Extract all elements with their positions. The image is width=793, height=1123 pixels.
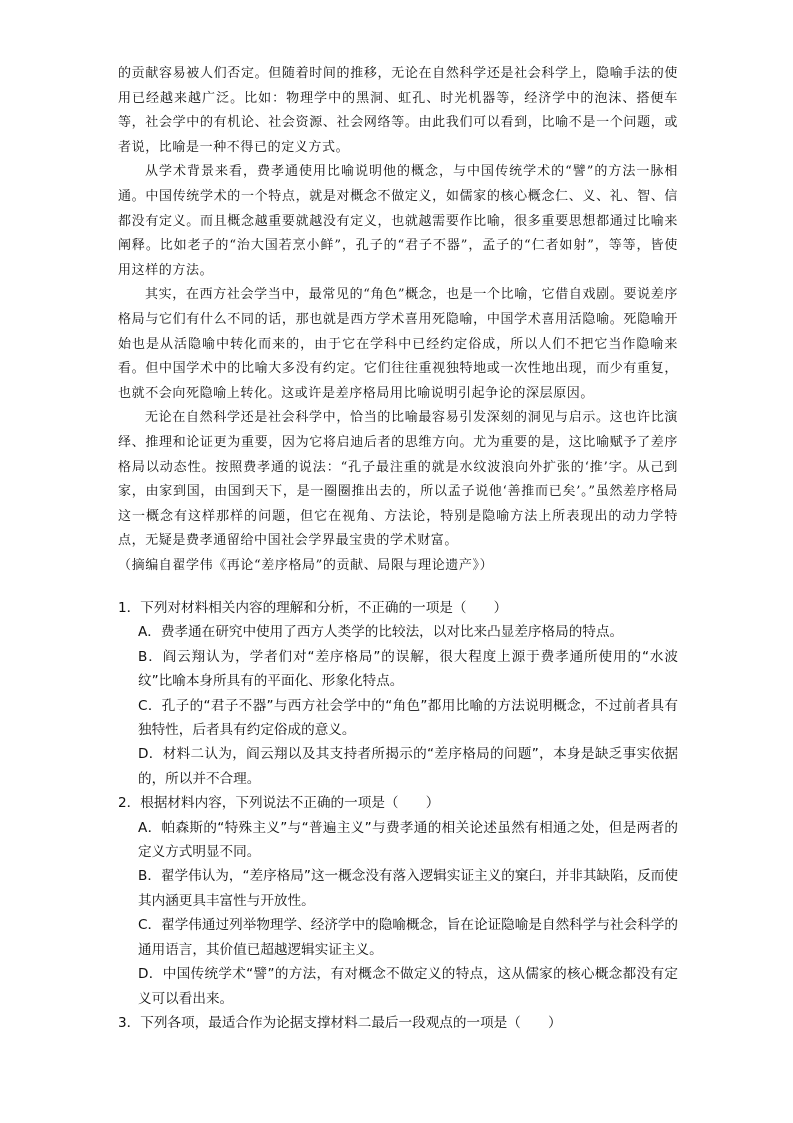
option-c: C．孔子的“君子不器”与西方社会学中的“角色”都用比喻的方法说明概念，不过前者具有独特性，后者具有约定俗成的意义。 bbox=[138, 697, 678, 739]
question-list bbox=[118, 596, 678, 1035]
passage-paragraph: 无论在自然科学还是社会科学中，恰当的比喻最容易引发深刻的洞见与启示。这也许比演绎、推理和论证更为重要，因为它将启迪后者的思维方向。尤为重要的是，这比喻赋予了差序格局以动态性。按照费孝通的说法：“孔子最注重的就是水纹波浪向外扩张的‘推’字。从己到家，由家到国，由国到天下，是一圈圈推出去的，所以孟子说他‘善推而已矣’。”虽然差序格局这一概念有这样那样的问题，但它在视角、方法论，特别是隐喻方法上所表现出的动力学特点，无疑是费孝通留给中国社会学界最宝贵的学术财富。 bbox=[118, 410, 678, 549]
question-stem: 2．根据材料内容，下列说法不正确的一项是（ ） bbox=[118, 795, 440, 812]
reading-passage bbox=[118, 62, 678, 578]
question-stem: 1．下列对材料相关内容的理解和分析，不正确的一项是（ ） bbox=[118, 600, 508, 616]
option-c: C．翟学伟通过列举物理学、经济学中的隐喻概念，旨在论证隐喻是自然科学与社会科学的通用语言，其价值已超越逻辑实证主义。 bbox=[138, 917, 678, 958]
question-3 bbox=[118, 1011, 678, 1035]
passage-paragraph: 的贡献容易被人们否定。但随着时间的推移，无论在自然科学还是社会科学上，隐喻手法的使用已经越来越广泛。比如：物理学中的黑洞、虹孔、时光机器等，经济学中的泡沫、搭便车等，社会学中的有机论、社会资源、社会网络等。由此我们可以看到，比喻不是一个问题，或者说，比喻是一种不得已的定义方式。 bbox=[118, 66, 678, 155]
passage-paragraph: 其实，在西方社会学当中，最常见的“角色”概念，也是一个比喻，它借自戏剧。要说差序格局与它们有什么不同的话，那也就是西方学术喜用死隐喻，中国学术喜用活隐喻。死隐喻开始也是从活隐喻中转化而来的，由于它在学科中已经约定俗成，所以人们不把它当作隐喻来看。但中国学术中的比喻大多没有约定。它们往往重视独特地或一次性地出现，而少有重复，也就不会向死隐喻上转化。这或许是差序格局用比喻说明引起争论的深层原因。 bbox=[118, 287, 678, 401]
option-d: D．材料二认为，阎云翔以及其支持者所揭示的“差序格局的问题”，本身是缺乏事实依据的，所以并不合理。 bbox=[138, 746, 678, 787]
question-2 bbox=[118, 791, 678, 1011]
option-a: A．费孝通在研究中使用了西方人类学的比较法，以对比来凸显差序格局的特点。 bbox=[138, 624, 624, 641]
question-1 bbox=[118, 596, 678, 791]
option-d: D．中国传统学术“譬”的方法，有对概念不做定义的特点，这从儒家的核心概念都没有定义可以看出来。 bbox=[138, 966, 678, 1007]
option-b: B．阎云翔认为，学者们对“差序格局”的误解，很大程度上源于费孝通所使用的“水波纹”比喻本身所具有的平面化、形象化特点。 bbox=[138, 648, 678, 690]
option-a: A．帕森斯的“特殊主义”与“普遍主义”与费孝通的相关论述虽然有相通之处，但是两者的定义方式明显不同。 bbox=[138, 819, 678, 861]
question-stem: 3．下列各项，最适合作为论据支撑材料二最后一段观点的一项是（ ） bbox=[118, 1014, 562, 1031]
passage-paragraph: 从学术背景来看，费孝通使用比喻说明他的概念，与中国传统学术的“譬”的方法一脉相通。中国传统学术的一个特点，就是对概念不做定义，如儒家的核心概念仁、义、礼、智、信都没有定义。而且概念越重要就越没有定义，也就越需要作比喻，很多重要思想都通过比喻来阐释。比如老子的“治大国若烹小鲜”，孔子的“君子不器”，孟子的“仁者如射”，等等，皆使用这样的方法。 bbox=[118, 164, 678, 278]
option-b: B．翟学伟认为，“差序格局”这一概念没有落入逻辑实证主义的窠臼，并非其缺陷，反而使其内涵更具丰富性与开放性。 bbox=[138, 868, 678, 909]
passage-source: （摘编自翟学伟《再论“差序格局”的贡献、局限与理论遗产》） bbox=[118, 557, 494, 573]
